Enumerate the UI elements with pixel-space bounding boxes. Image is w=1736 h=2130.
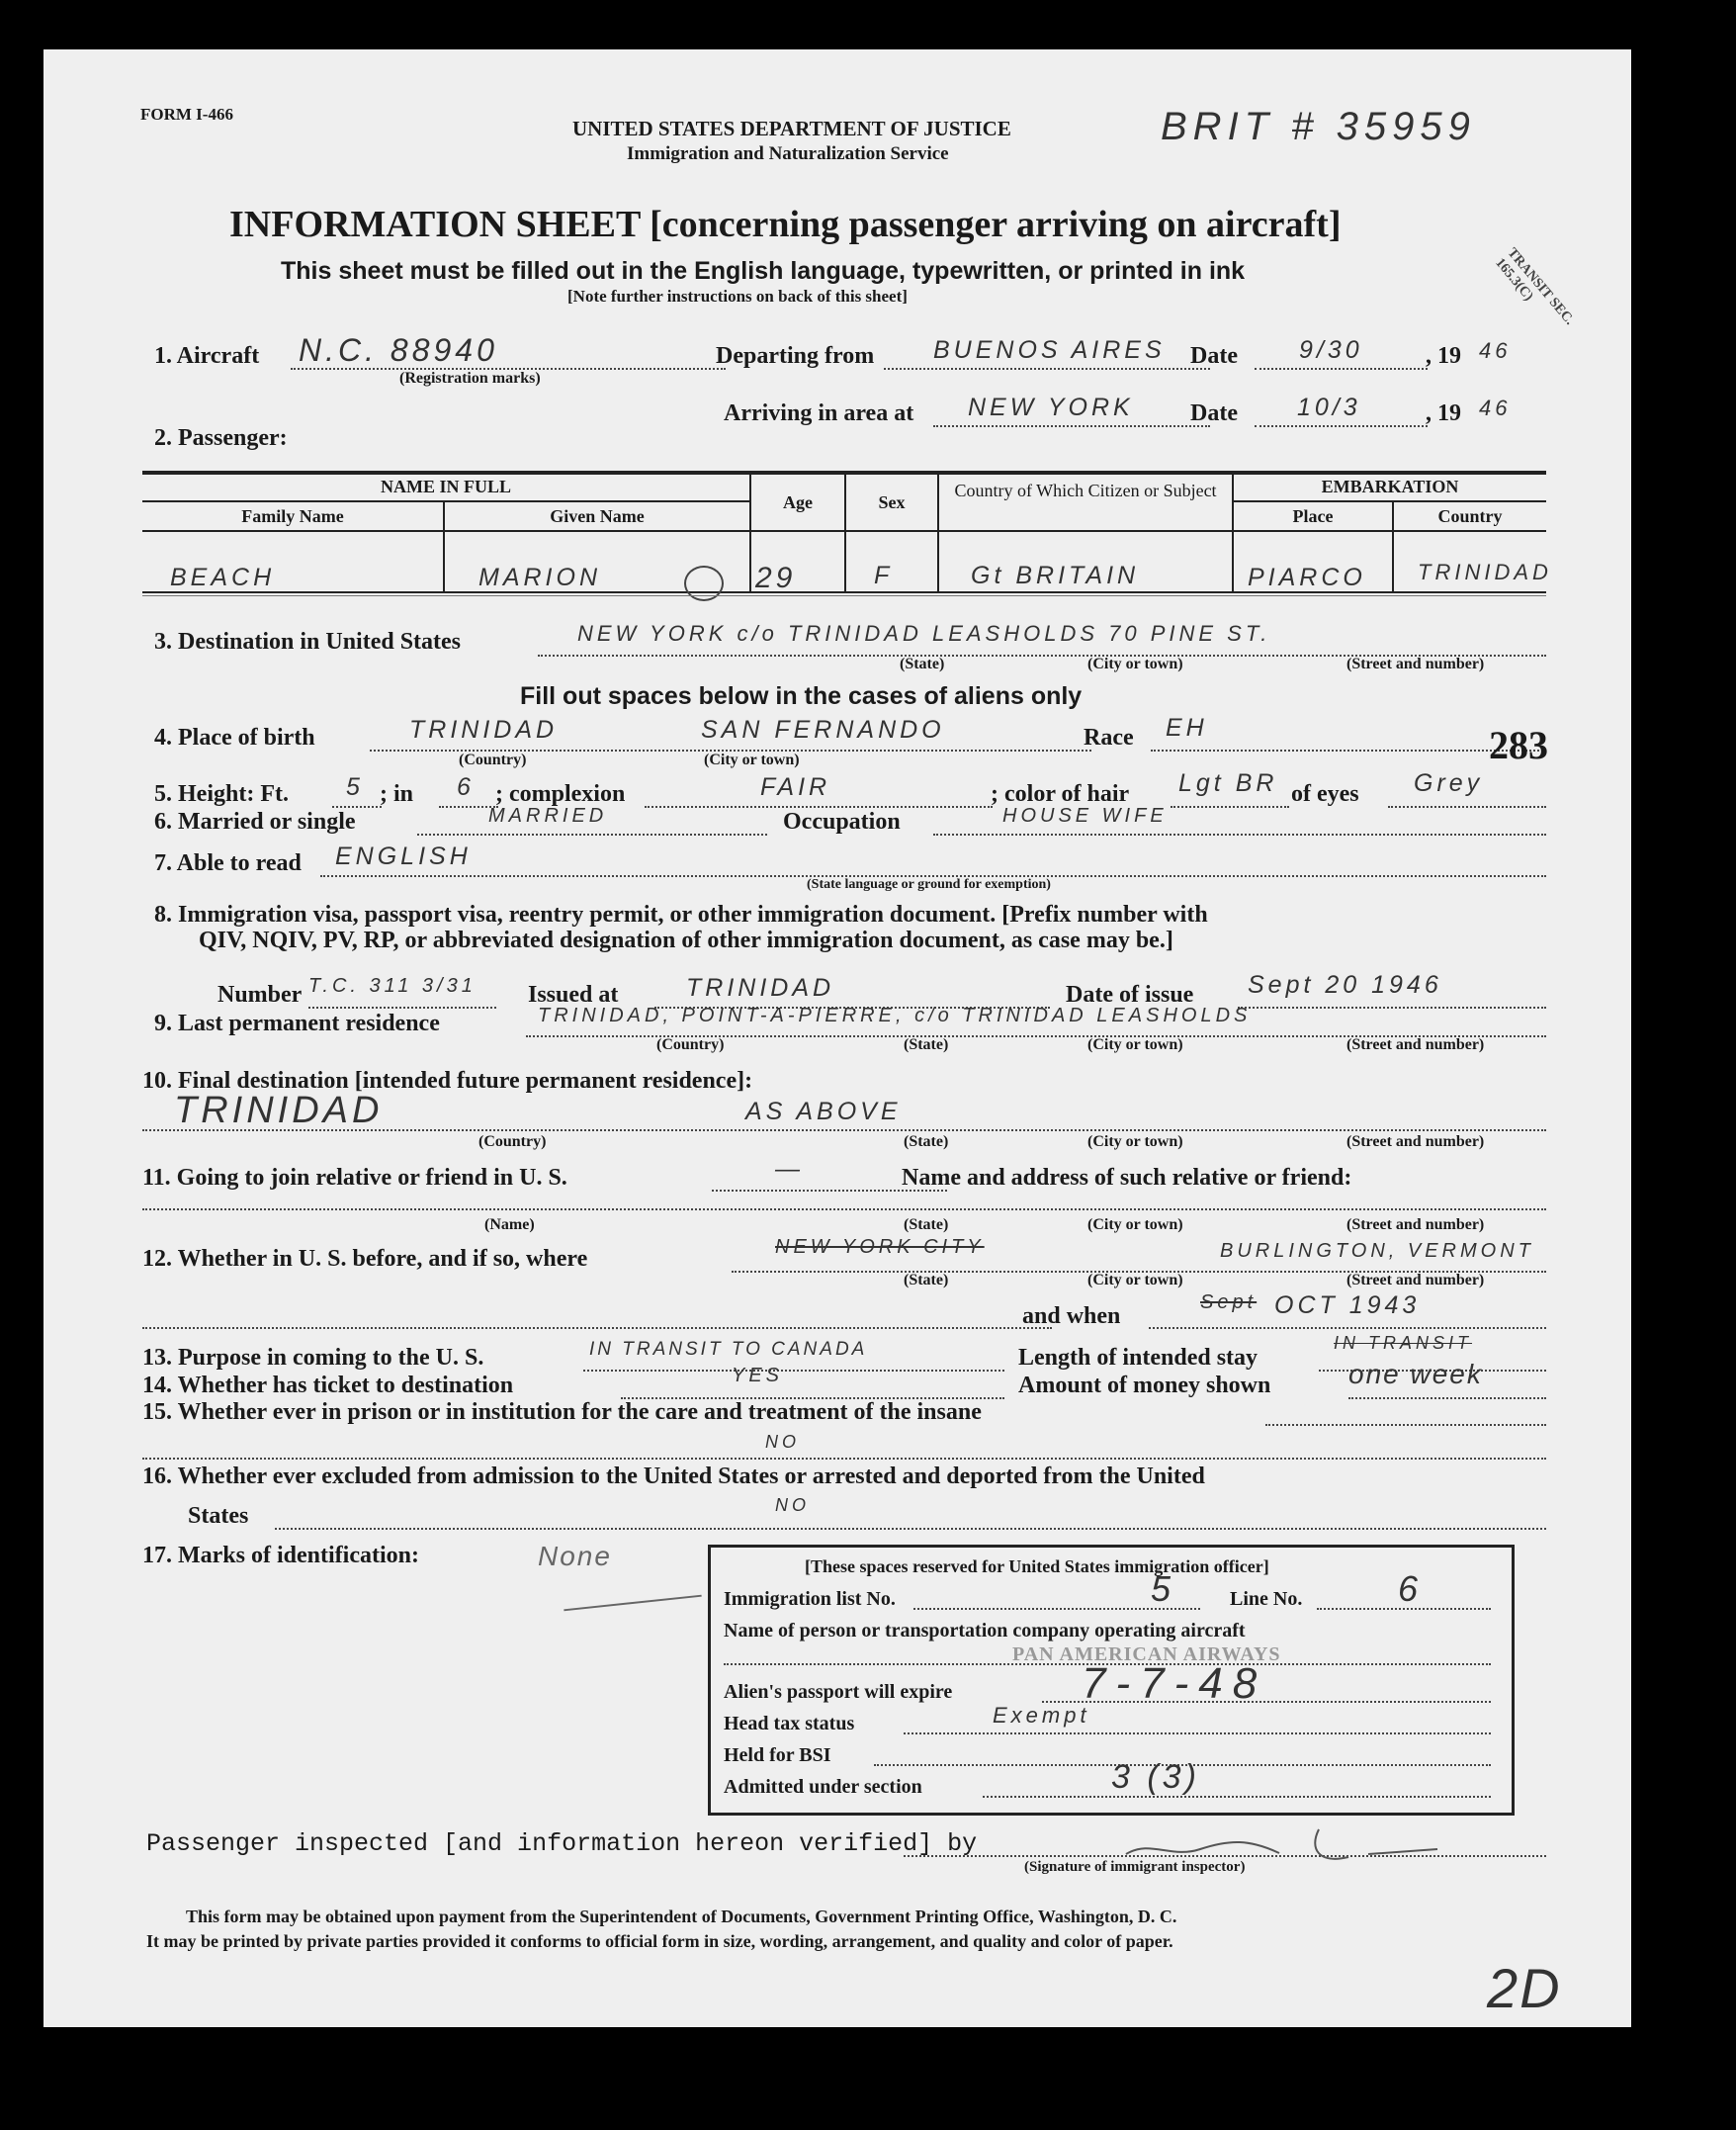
form-number: FORM I-466 [140,105,233,124]
arriving-value: NEW YORK [968,394,1134,421]
visa-number-value: T.C. 311 3/31 [308,975,477,997]
family-name-value: BEACH [170,564,276,591]
reg-caption: (Registration marks) [399,370,541,387]
footer-line1: This form may be obtained upon payment from the Superintendent of Documents, Government Printing Office, Washington, D. C. [186,1907,1177,1926]
residence-value: TRINIDAD, POINT-A-PIERRE, c/o TRINIDAD LEASHOLDS [538,1005,1252,1026]
headtax-value: Exempt [993,1703,1090,1728]
before-street-caption: (Street and number) [1346,1272,1485,1288]
join-street-caption: (Street and number) [1346,1216,1485,1233]
date-value: 9/30 [1299,336,1363,364]
issued-label: Issued at [528,982,619,1008]
brit-number: BRIT # 35959 [1161,105,1476,148]
res-street-caption: (Street and number) [1346,1036,1485,1053]
arr-year-value: 46 [1479,396,1512,420]
age-header: Age [783,492,813,512]
given-name-header: Given Name [550,506,645,526]
purpose-label: 13. Purpose in coming to the U. S. [142,1345,484,1371]
footer-line2: It may be printed by private parties provided it conforms to official form in size, wording, arrangement, and quality and color of paper. [146,1931,1173,1951]
birth-city-caption: (City or town) [704,752,800,768]
final-dest-label: 10. Final destination [intended future permanent residence]: [142,1068,753,1094]
read-caption: (State language or ground for exemption) [807,877,1051,892]
destination-label: 3. Destination in United States [154,629,462,655]
family-name-header: Family Name [241,506,344,526]
passport-label: Alien's passport will expire [724,1681,953,1703]
departing-value: BUENOS AIRES [933,336,1166,364]
stamp-number: 283 [1489,723,1548,767]
age-value: 29 [755,562,797,594]
birth-country-caption: (Country) [459,752,527,768]
residence-label: 9. Last permanent residence [154,1011,440,1036]
when-label: and when [1022,1303,1121,1329]
sex-value: F [874,562,894,589]
marks-value: None [538,1541,612,1571]
arriving-label: Arriving in area at [724,400,914,426]
arr-date-value: 10/3 [1297,394,1361,421]
citizen-country-header: Country of Which Citizen or Subject [954,481,1217,500]
height-ft-value: 5 [346,773,364,801]
corner-mark: 2D [1487,1957,1562,2019]
res-city-caption: (City or town) [1087,1036,1183,1053]
money-label: Amount of money shown [1018,1373,1271,1398]
prison-label: 15. Whether ever in prison or in institution for the care and treatment of the insane [142,1399,982,1425]
excluded-line2: States [188,1503,249,1529]
complexion-value: FAIR [760,773,831,801]
emb-country-value: TRINIDAD [1418,560,1552,584]
year-prefix: , 19 [1426,343,1461,369]
line-value: 6 [1398,1568,1423,1609]
visa-line2: QIV, NQIV, PV, RP, or abbreviated designation of other immigration document, as case may be.] [199,928,1173,953]
bsi-label: Held for BSI [724,1744,831,1766]
passenger-label: 2. Passenger: [154,425,288,451]
before-city-caption: (City or town) [1087,1272,1183,1288]
fd-street-caption: (Street and number) [1346,1133,1485,1150]
passport-value: 7-7-48 [1082,1659,1267,1708]
height-label: 5. Height: Ft. [154,781,289,807]
join-state-caption: (State) [904,1216,949,1233]
officer-box-title: [These spaces reserved for United States immigration officer] [805,1556,1269,1576]
final-dest-rest: AS ABOVE [745,1098,902,1125]
issue-date-label: Date of issue [1066,982,1194,1008]
issue-date-value: Sept 20 1946 [1248,971,1442,999]
section-label: Admitted under section [724,1776,922,1798]
departing-label: Departing from [716,343,875,369]
transit-stamp: TRANSIT SEC. 165.3(C) [1492,245,1577,328]
emb-country-header: Country [1437,506,1503,526]
aliens-heading: Fill out spaces below in the cases of aliens only [520,682,1083,710]
height-in-value: 6 [457,773,475,801]
visa-line1: 8. Immigration visa, passport visa, reentry permit, or other immigration document. [Prefix number with [154,902,1208,928]
form-sheet [43,49,1631,2027]
given-name-value: MARION [478,564,601,591]
ticket-value: YES [732,1365,784,1386]
list-value: 5 [1151,1568,1175,1609]
height-in-label: ; in [380,781,414,807]
arr-year-prefix: , 19 [1426,400,1461,426]
join-name-caption: (Name) [484,1216,535,1233]
dest-state-caption: (State) [900,656,945,672]
stay-label: Length of intended stay [1018,1345,1259,1371]
join-label: 11. Going to join relative or friend in U. S. [142,1165,567,1191]
occupation-value: HOUSE WIFE [1002,805,1168,827]
relative-name-label: Name and address of such relative or friend: [902,1165,1352,1191]
instruction-text: This sheet must be filled out in the English language, typewritten, or printed in ink [281,257,1246,285]
complexion-label: ; complexion [495,781,626,807]
section-value: 3 (3) [1111,1758,1200,1796]
stay-struck: IN TRANSIT [1334,1333,1473,1353]
person-value: PAN AMERICAN AIRWAYS [1012,1643,1281,1665]
eyes-label: of eyes [1291,781,1359,807]
line-label: Line No. [1230,1588,1303,1610]
aircraft-value: N.C. 88940 [299,332,498,368]
fd-city-caption: (City or town) [1087,1133,1183,1150]
person-label: Name of person or transportation company operating aircraft [724,1620,1246,1642]
year-value: 46 [1479,338,1512,363]
department-title: UNITED STATES DEPARTMENT OF JUSTICE [572,117,1011,140]
dest-city-caption: (City or town) [1087,656,1183,672]
page-title: INFORMATION SHEET [concerning passenger arriving on aircraft] [229,204,1342,245]
res-state-caption: (State) [904,1036,949,1053]
marks-label: 17. Marks of identification: [142,1543,419,1568]
issued-value: TRINIDAD [686,974,835,1002]
married-label: 6. Married or single [154,809,356,835]
embarkation-header: EMBARKATION [1321,477,1459,496]
stay-value: one week [1348,1359,1483,1389]
dest-street-caption: (Street and number) [1346,656,1485,672]
ticket-label: 14. Whether has ticket to destination [142,1373,514,1398]
before-struck: NEW YORK CITY [775,1236,985,1258]
citizen-country-value: Gt BRITAIN [971,562,1140,589]
occupation-label: Occupation [783,809,901,835]
excluded-line1: 16. Whether ever excluded from admission to the United States or arrested and deported from the United [142,1464,1205,1489]
date-label: Date [1190,343,1238,369]
headtax-label: Head tax status [724,1713,855,1734]
inspector-caption: (Signature of immigrant inspector) [1024,1859,1246,1875]
place-value: PIARCO [1248,564,1366,591]
arr-date-label: Date [1190,400,1238,426]
place-header: Place [1292,506,1334,526]
before-state-caption: (State) [904,1272,949,1288]
fd-country-caption: (Country) [478,1133,547,1150]
when-value: OCT 1943 [1274,1291,1421,1319]
birth-city-value: SAN FERNANDO [701,716,945,744]
read-label: 7. Able to read [154,850,302,876]
before-value: BURLINGTON, VERMONT [1220,1240,1534,1262]
prison-value: NO [765,1432,800,1452]
race-label: Race [1084,725,1134,751]
when-struck: Sept [1200,1291,1258,1313]
hair-value: Lgt BR [1178,769,1278,797]
list-label: Immigration list No. [724,1588,896,1610]
birth-label: 4. Place of birth [154,725,315,751]
res-country-caption: (Country) [656,1036,725,1053]
name-in-full-header: NAME IN FULL [380,477,511,496]
instruction-note: [Note further instructions on back of this sheet] [567,287,908,306]
race-value: EH [1166,714,1208,742]
purpose-value: IN TRANSIT TO CANADA [589,1339,868,1360]
read-value: ENGLISH [335,843,472,870]
sex-header: Sex [878,492,906,512]
service-title: Immigration and Naturalization Service [627,143,949,164]
birth-country-value: TRINIDAD [409,716,559,744]
aircraft-label: 1. Aircraft [154,343,260,369]
final-dest-country: TRINIDAD [174,1090,384,1131]
eyes-value: Grey [1414,769,1484,797]
join-value: — [775,1155,804,1183]
destination-value: NEW YORK c/o TRINIDAD LEASHOLDS 70 PINE ST. [577,621,1271,646]
join-city-caption: (City or town) [1087,1216,1183,1233]
before-label: 12. Whether in U. S. before, and if so, where [142,1246,588,1272]
hair-label: ; color of hair [991,781,1130,807]
fd-state-caption: (State) [904,1133,949,1150]
visa-number-label: Number [217,982,303,1008]
married-value: MARRIED [488,805,608,827]
inspected-label: Passenger inspected [and information hereon verified] by [146,1829,978,1858]
excluded-value: NO [775,1495,810,1515]
